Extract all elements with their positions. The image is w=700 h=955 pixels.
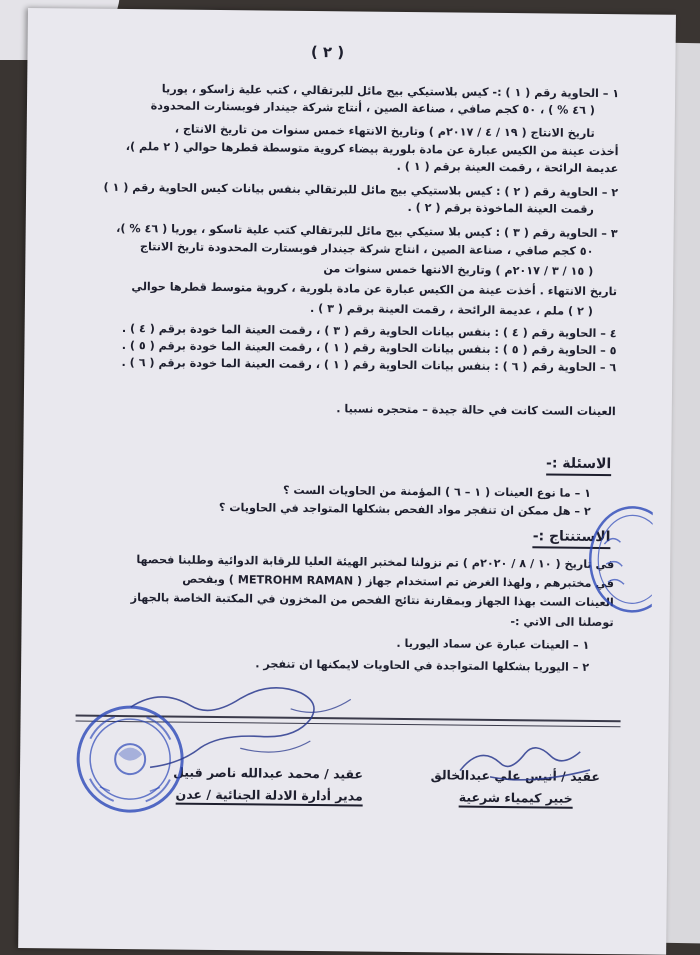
item-line: أخذت عينة من الكيس عبارة عن مادة بلورية بيضاء كروية متوسطة قطرها حوالي ( ٢ ملم )، bbox=[125, 140, 619, 159]
question-item: ٢ – هل ممكن ان تنفجر مواد الفحص بشكلها المتواجد في الحاويات ؟ bbox=[218, 501, 591, 518]
finding-item: ١ – العينات عبارة عن سماد اليوريا . bbox=[396, 636, 590, 652]
signature-scribble-left bbox=[120, 677, 364, 790]
finding-item: ٢ – اليوريا بشكلها المتواجدة في الحاويات لايمكنها ان تنفجر . bbox=[255, 657, 590, 674]
item-line: تاريخ الانتاج ( ١٩ / ٤ / ٢٠١٧م ) وتاريخ الانتهاء خمس سنوات من تاريخ الانتاج ، bbox=[174, 122, 595, 140]
right-signatory-name: عقيد / أنيس علي عبدالخالق bbox=[430, 767, 601, 785]
left-signatory-title: مدير أدارة الادلة الجنائية / عدن bbox=[175, 787, 362, 807]
conclusion-heading: الاستنتاج :- bbox=[533, 529, 611, 549]
item-line: ( ٤٦ % ) ، ٥٠ كجم صافي ، صناعة الصين ، أنتاج شركة جيندار فوبستارت المحدودة bbox=[150, 99, 596, 117]
right-signatory-title: خبير كيمياء شرعية bbox=[459, 790, 573, 809]
item-line: ١ – الحاوية رقم ( ١ ) :- كيس بلاستيكي بيج مائل للبرتقالي ، كتب علية زاسكو ، يوريا bbox=[161, 82, 620, 101]
questions-heading: الاسئلة :- bbox=[546, 456, 611, 475]
official-stamp-right bbox=[582, 504, 653, 615]
conclusion-line: في مختبرهم , ولهذا الغرض تم استخدام جهاز ( METROHM RAMAN ) وبفحص bbox=[182, 572, 615, 591]
item-line: ٥٠ كجم صافي ، صناعة الصين ، انتاج شركة جيندار فوبستارت المحدودة تاريخ الانتاج bbox=[139, 240, 594, 258]
item-line: ٣ – الحاوية رقم ( ٣ ) : كيس بلا ستيكي بيج مائل للبرتقالي كتب علية تاسكو ، يوريا ( ٤٦ % )، bbox=[116, 221, 618, 241]
left-signatory-name: عقيد / محمد عبدالله ناصر قبيل bbox=[173, 764, 364, 782]
item-line: ٥ – الحاوية رقم ( ٥ ) : بنفس بيانات الحاوية رقم ( ١ ) ، رقمت العينة الما خودة برقم ( ٥ ) . bbox=[121, 339, 617, 358]
signature-scribble-right bbox=[450, 732, 601, 794]
condition-note: العينات الست كانت في حالة جيدة – متحجره نسبيا . bbox=[336, 402, 616, 419]
document-page bbox=[18, 8, 676, 955]
item-line: رقمت العينة الماخوذة برقم ( ٢ ) . bbox=[407, 200, 594, 216]
item-line: تاريخ الانتهاء . أخذت عينة من الكيس عبارة عن مادة بلورية ، كروية متوسط قطرها حوالي bbox=[131, 280, 618, 299]
item-line: ٦ – الحاوية رقم ( ٦ ) : بنفس بيانات الحاوية رقم ( ١ ) ، رقمت العينة الما خودة برقم ( ٦ ) . bbox=[121, 355, 617, 375]
item-line: عديمة الرائحة ، رقمت العينة برقم ( ١ ) . bbox=[396, 159, 619, 176]
item-line: ( ١٥ / ٣ / ٢٠١٧م ) وتاريخ الانتها خمس سنوات من bbox=[323, 262, 594, 278]
item-line: ٢ – الحاوية رقم ( ٢ ) : كيس بلاستيكي بيج مائل للبرتقالي بنفس بيانات كيس الحاوية رقم ( ١ ) bbox=[103, 180, 619, 200]
item-line: ( ٢ ) ملم ، عديمة الرائحة ، رقمت العينة برقم ( ٣ ) . bbox=[309, 301, 593, 318]
item-line: ٤ – الحاوية رقم ( ٤ ) : بنفس بيانات الحاوية رقم ( ٣ ) ، رقمت العينة الما خودة برقم ( ٤ ) . bbox=[121, 322, 617, 341]
conclusion-line: في تاريخ ( ١٠ / ٨ / ٢٠٢٠م ) تم نزولنا لمختبر الهيئة العليا للرقابة الدوائية وطلبنا فحصها bbox=[136, 553, 615, 572]
conclusion-line: العينات الست بهذا الجهاز وبمقارنة نتائج الفحص من المخزون في المكتبة الخاصة بالجهاز bbox=[130, 591, 614, 610]
conclusion-line: توصلنا الى الاتي :- bbox=[510, 615, 614, 630]
question-item: ١ – ما نوع العينات ( ١ – ٦ ) المؤمنة من الحاويات الست ؟ bbox=[283, 483, 592, 500]
page-number: ( ٢ ) bbox=[310, 42, 345, 62]
